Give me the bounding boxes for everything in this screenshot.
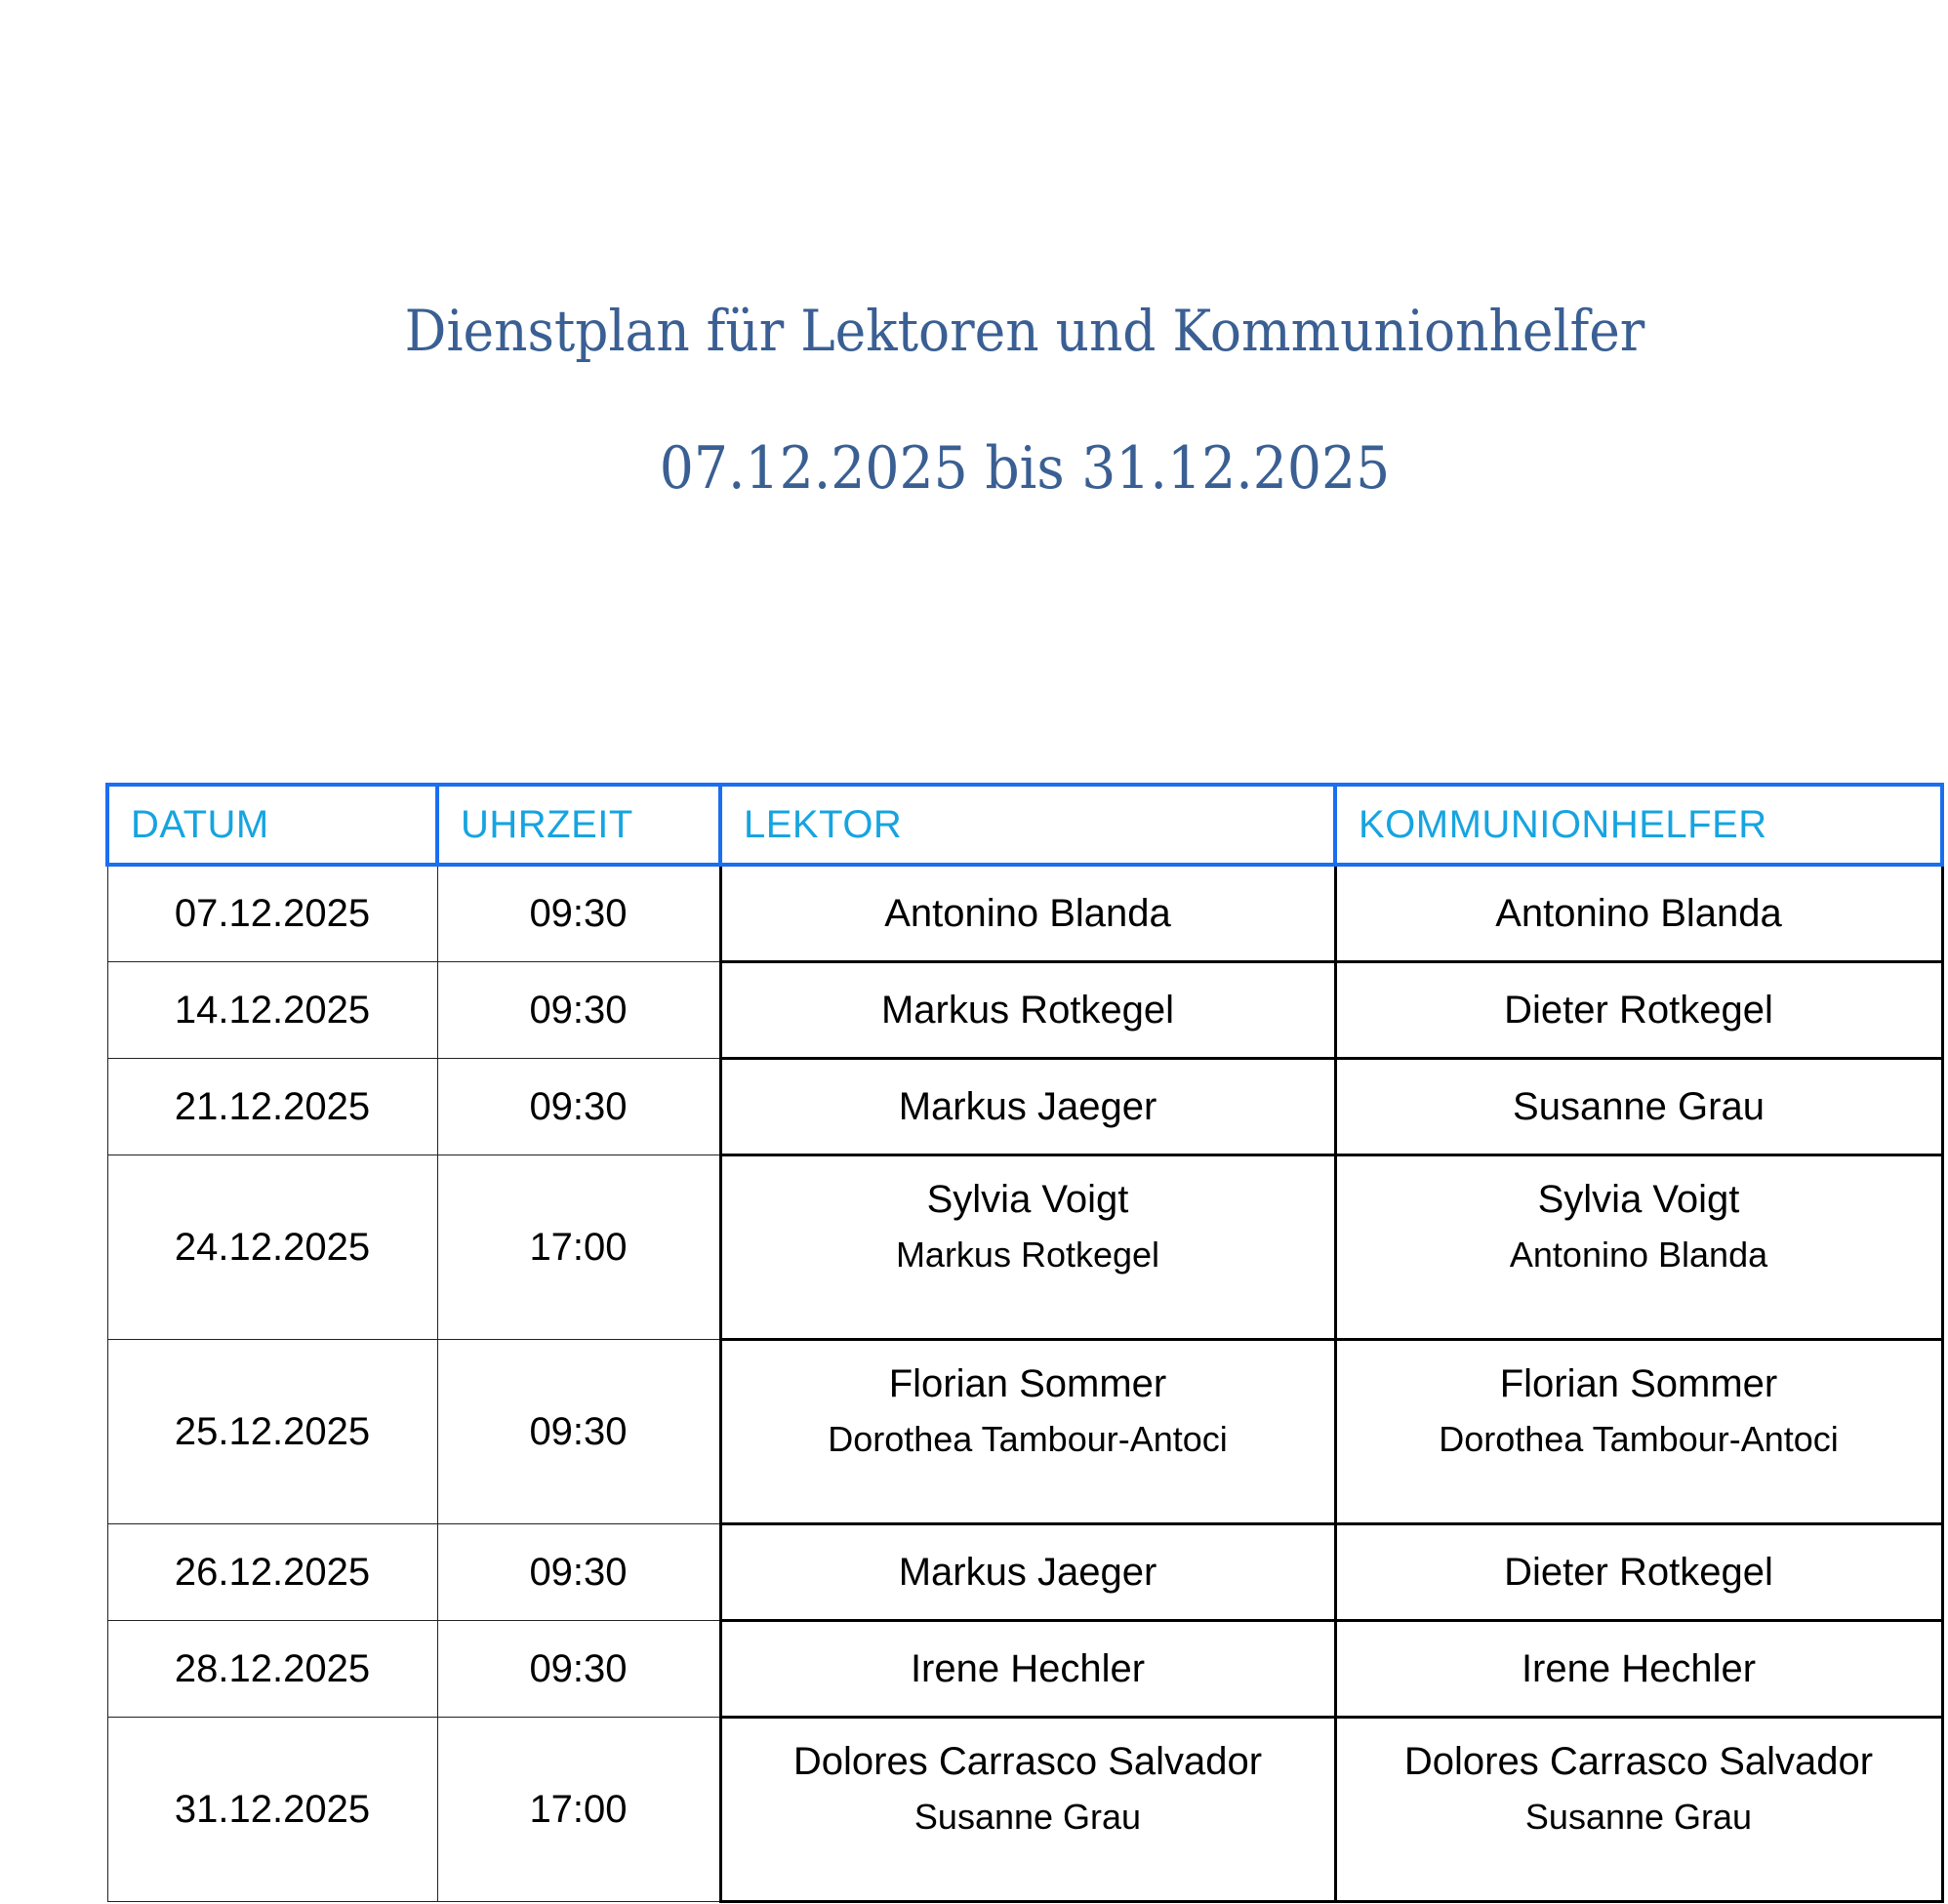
table-row: [107, 962, 1942, 1059]
cell-lektor: Irene Hechler: [720, 1621, 1335, 1718]
header-uhrzeit: UHRZEIT: [437, 785, 720, 865]
lektor-name-primary: Florian Sommer: [888, 1362, 1167, 1405]
header-datum: DATUM: [107, 785, 437, 865]
cell-lektor: [720, 1155, 1335, 1340]
table-row: [107, 1340, 1942, 1524]
table-row: [107, 865, 1942, 962]
lektor-name-secondary: Markus Rotkegel: [895, 1235, 1160, 1275]
lektor-name-primary: Sylvia Voigt: [926, 1178, 1129, 1221]
cell-lektor: [720, 1718, 1335, 1902]
table-row: [107, 1524, 1942, 1621]
cell-kommunionhelfer: Irene Hechler: [1335, 1621, 1942, 1718]
kommunionhelfer-name-secondary: Dorothea Tambour-Antoci: [1439, 1419, 1839, 1459]
date-range-subtitle: 07.12.2025 bis 31.12.2025: [659, 434, 1391, 503]
header-kommunionhelfer: KOMMUNIONHELFER: [1335, 785, 1942, 865]
cell-datum: 31.12.2025: [107, 1718, 437, 1902]
cell-kommunionhelfer: Susanne Grau: [1335, 1059, 1942, 1155]
cell-datum: 14.12.2025: [107, 962, 437, 1059]
table-row: [107, 1155, 1942, 1340]
cell-kommunionhelfer: Dieter Rotkegel: [1335, 962, 1942, 1059]
cell-kommunionhelfer: [1335, 1155, 1942, 1340]
lektor-name-secondary: Dorothea Tambour-Antoci: [828, 1419, 1228, 1459]
cell-datum: 28.12.2025: [107, 1621, 437, 1718]
cell-lektor: Markus Rotkegel: [720, 962, 1335, 1059]
cell-lektor: Markus Jaeger: [720, 1059, 1335, 1155]
cell-uhrzeit: 17:00: [437, 1718, 720, 1902]
kommunionhelfer-name-secondary: Susanne Grau: [1524, 1797, 1753, 1837]
table-row: [107, 1718, 1942, 1902]
cell-uhrzeit: 09:30: [437, 1340, 720, 1524]
lektor-name-primary: Dolores Carrasco Salvador: [792, 1740, 1263, 1783]
kommunionhelfer-name-primary: Sylvia Voigt: [1537, 1178, 1740, 1221]
table-header-row: [107, 785, 1942, 865]
cell-kommunionhelfer: [1335, 1340, 1942, 1524]
header-lektor: LEKTOR: [720, 785, 1335, 865]
kommunionhelfer-name-primary: Florian Sommer: [1499, 1362, 1778, 1405]
cell-datum: 21.12.2025: [107, 1059, 437, 1155]
cell-kommunionhelfer: Dieter Rotkegel: [1335, 1524, 1942, 1621]
cell-lektor: Antonino Blanda: [720, 865, 1335, 962]
cell-lektor: Markus Jaeger: [720, 1524, 1335, 1621]
cell-uhrzeit: 09:30: [437, 1621, 720, 1718]
lektor-name-secondary: Susanne Grau: [913, 1797, 1142, 1837]
cell-datum: 26.12.2025: [107, 1524, 437, 1621]
cell-uhrzeit: 17:00: [437, 1155, 720, 1340]
cell-kommunionhelfer: Antonino Blanda: [1335, 865, 1942, 962]
cell-uhrzeit: 09:30: [437, 962, 720, 1059]
cell-uhrzeit: 09:30: [437, 1524, 720, 1621]
cell-uhrzeit: 09:30: [437, 1059, 720, 1155]
cell-lektor: [720, 1340, 1335, 1524]
table-row: [107, 1621, 1942, 1718]
duty-roster-table: [105, 783, 1944, 1903]
table-row: [107, 1059, 1942, 1155]
page-title: Dienstplan für Lektoren und Kommunionhelfer: [404, 298, 1645, 364]
kommunionhelfer-name-secondary: Antonino Blanda: [1509, 1235, 1768, 1275]
cell-datum: 07.12.2025: [107, 865, 437, 962]
cell-uhrzeit: 09:30: [437, 865, 720, 962]
cell-datum: 25.12.2025: [107, 1340, 437, 1524]
cell-datum: 24.12.2025: [107, 1155, 437, 1340]
cell-kommunionhelfer: [1335, 1718, 1942, 1902]
kommunionhelfer-name-primary: Dolores Carrasco Salvador: [1403, 1740, 1874, 1783]
